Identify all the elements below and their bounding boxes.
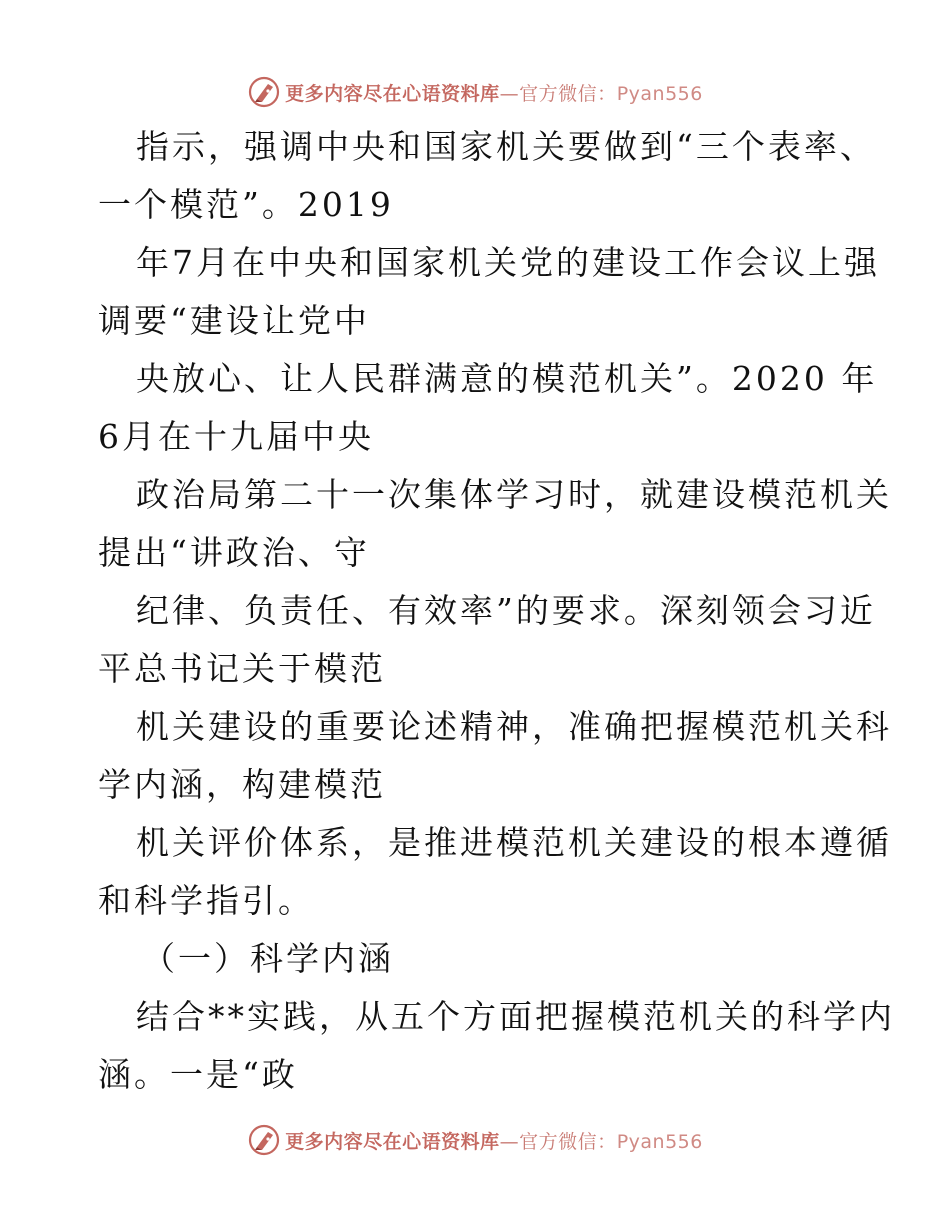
banner-site-name: 更多内容尽在心语资料库: [285, 1130, 500, 1153]
pen-nib-circle-icon: [247, 75, 281, 109]
banner-text: [285, 1127, 703, 1154]
body-line: 结合**实践，从五个方面把握模范机关的科学内: [136, 997, 895, 1036]
body-line: 调要“建设让党中: [98, 301, 370, 340]
body-line: 6月在十九届中央: [98, 417, 374, 456]
banner-wechat-id: Pyan556: [616, 82, 703, 105]
banner-dash: —: [499, 82, 520, 105]
body-line: 年7月在中央和国家机关党的建设工作会议上强: [136, 243, 880, 282]
banner-wechat-label: 官方微信：: [519, 82, 617, 105]
banner-site-name: 更多内容尽在心语资料库: [285, 82, 500, 105]
section-heading: （一）科学内涵: [142, 939, 394, 978]
body-line: 提出“讲政治、守: [98, 533, 370, 572]
body-line: 政治局第二十一次集体学习时，就建设模范机关: [136, 475, 892, 514]
pen-nib-circle-icon: [247, 1123, 281, 1157]
body-line: 一个模范”。2019: [98, 185, 394, 224]
banner-wechat-id: Pyan556: [616, 1130, 703, 1153]
header-banner: [0, 72, 950, 112]
banner-dash: —: [499, 1130, 520, 1153]
body-line: 平总书记关于模范: [98, 649, 386, 688]
body-line: 机关评价体系，是推进模范机关建设的根本遵循: [136, 823, 892, 862]
body-line: 涵。一是“政: [98, 1055, 298, 1094]
body-line: 央放心、让人民群满意的模范机关”。2020 年: [136, 359, 878, 398]
body-line: 指示，强调中央和国家机关要做到“三个表率、: [136, 127, 876, 166]
banner-text: [285, 79, 703, 106]
banner-wechat-label: 官方微信：: [519, 1130, 617, 1153]
body-line: 机关建设的重要论述精神，准确把握模范机关科: [136, 707, 892, 746]
body-line: 学内涵，构建模范: [98, 765, 386, 804]
footer-banner: [0, 1120, 950, 1160]
document-body: [98, 118, 895, 1104]
body-line: 纪律、负责任、有效率”的要求。深刻领会习近: [136, 591, 876, 630]
body-line: 和科学指引。: [98, 881, 314, 920]
